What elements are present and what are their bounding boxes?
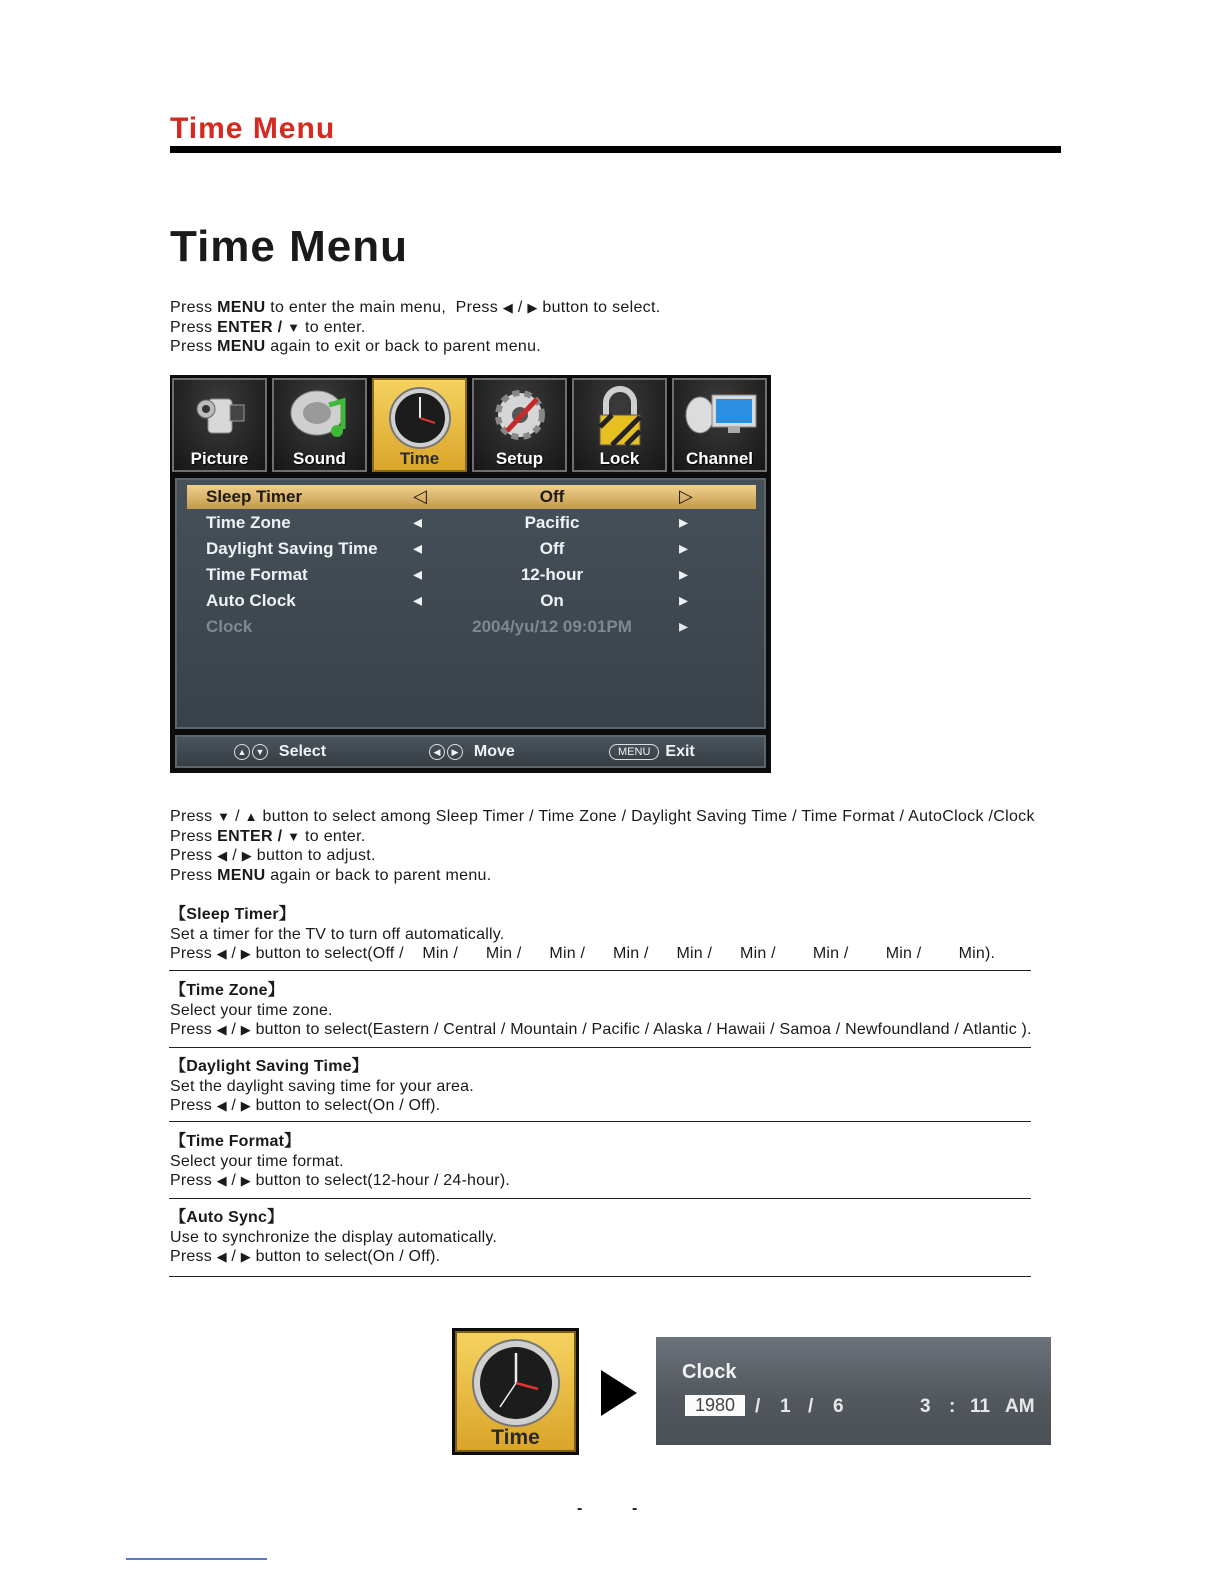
ampm-field[interactable]: AM [1005, 1396, 1035, 1417]
gear-wrench-icon [487, 385, 553, 447]
osd-settings-panel [175, 478, 766, 729]
left-triangle-icon: ◀ [216, 946, 227, 961]
nav-line-1: Press ▼ / ▲ button to select among Sleep Timer / Time Zone / Daylight Saving Time / Time Format / AutoClock /Clock [170, 808, 1035, 825]
navigation-instructions [170, 807, 1035, 885]
tab-time[interactable]: Time [372, 378, 467, 472]
osd-row-time-format[interactable]: Time Format ◂ 12-hour ▸ [206, 564, 689, 584]
time-menu-icon: Time [452, 1328, 579, 1455]
left-arrow-icon[interactable]: ◂ [413, 590, 423, 610]
right-triangle-icon: ▶ [240, 1173, 251, 1188]
month-field[interactable]: 1 [780, 1396, 791, 1417]
hint-move: ◀ ▶ Move [429, 743, 515, 761]
osd-row-clock: Clock 2004/yu/12 09:01PM ▸ [206, 616, 689, 636]
nav-line-3: Press ◀ / ▶ button to adjust. [170, 847, 376, 864]
left-triangle-icon: ◀ [217, 848, 228, 863]
footer-blue-line [126, 1558, 267, 1560]
up-triangle-icon: ▲ [244, 809, 258, 824]
clock-setting-screen: Clock 1980 / 1 / 6 3 : 11 AM [656, 1337, 1051, 1445]
osd-row-sleep-timer[interactable]: Sleep Timer ◁ Off ▷ [187, 485, 756, 509]
play-arrow-icon [601, 1370, 637, 1416]
section-time-zone: 【Time Zone】 Select your time zone. Press ◀ / ▶ button to select(Eastern / Central / Mountain / Pacific / Alaska / Hawaii / Samoa / Newfoundland / Atlantic ). [170, 982, 1032, 1038]
section-daylight-saving-time: 【Daylight Saving Time】 Set the daylight saving time for your area. Press ◀ / ▶ button to select(On / Off). [170, 1058, 474, 1114]
tv-osd-time-menu [170, 375, 771, 773]
down-circle-icon: ▼ [252, 744, 268, 760]
clock-icon [470, 1337, 562, 1429]
right-arrow-icon[interactable]: ▸ [679, 616, 689, 636]
year-field[interactable]: 1980 [685, 1395, 745, 1416]
section-divider [169, 1121, 1031, 1122]
right-triangle-icon: ▶ [527, 300, 538, 315]
down-triangle-icon: ▼ [287, 319, 301, 335]
left-triangle-icon: ◀ [216, 1098, 227, 1113]
section-divider [169, 1276, 1031, 1277]
section-divider [169, 1047, 1031, 1048]
left-arrow-icon[interactable]: ◁ [413, 486, 427, 506]
section-header-title: Time Menu [170, 112, 336, 145]
page-number-left: - [577, 1500, 583, 1517]
tab-lock[interactable]: Lock [572, 378, 667, 472]
tab-picture[interactable]: Picture [172, 378, 267, 472]
hint-select: ▲ ▼ Select [234, 743, 326, 761]
right-triangle-icon: ▶ [240, 1022, 251, 1037]
right-circle-icon: ▶ [447, 744, 463, 760]
header-rule [170, 146, 1061, 153]
tab-sound[interactable]: Sound [272, 378, 367, 472]
intro-line-3: Press MENU again to exit or back to parent menu. [170, 338, 542, 355]
right-arrow-icon[interactable]: ▸ [679, 512, 689, 532]
speaker-note-icon [285, 385, 355, 447]
page-title: Time Menu [170, 222, 409, 271]
left-arrow-icon[interactable]: ◂ [413, 512, 423, 532]
left-triangle-icon: ◀ [216, 1249, 227, 1264]
left-circle-icon: ◀ [429, 744, 445, 760]
osd-row-time-zone[interactable]: Time Zone ◂ Pacific ▸ [206, 512, 689, 532]
down-triangle-icon: ▼ [287, 828, 301, 844]
page-number-right: - [632, 1500, 638, 1517]
right-triangle-icon: ▶ [240, 1249, 251, 1264]
section-time-format: 【Time Format】 Select your time format. Press ◀ / ▶ button to select(12-hour / 24-hour). [170, 1133, 511, 1189]
osd-footer-hints [175, 735, 766, 768]
hour-field[interactable]: 3 [920, 1396, 931, 1417]
padlock-icon [590, 385, 650, 451]
tab-setup[interactable]: Setup [472, 378, 567, 472]
left-triangle-icon: ◀ [216, 1173, 227, 1188]
left-arrow-icon[interactable]: ◂ [413, 538, 423, 558]
left-arrow-icon[interactable]: ◂ [413, 564, 423, 584]
section-sleep-timer: 【Sleep Timer】 Set a timer for the TV to turn off automatically. Press ◀ / ▶ button to select(Off / Min / Min / Min / Min / Min / Min / Min / Min / Min). [170, 906, 996, 962]
menu-key-icon: MENU [609, 744, 659, 760]
satellite-monitor-icon [680, 385, 760, 447]
minute-field[interactable]: 11 [970, 1396, 991, 1417]
camcorder-icon [190, 385, 250, 447]
osd-row-daylight-saving-time[interactable]: Daylight Saving Time ◂ Off ▸ [206, 538, 689, 558]
tab-channel[interactable]: Channel [672, 378, 767, 472]
right-triangle-icon: ▶ [240, 946, 251, 961]
hint-exit: MENU Exit [609, 743, 695, 761]
section-divider [169, 1198, 1031, 1199]
nav-line-2: Press ENTER / ▼ to enter. [170, 827, 366, 845]
osd-tab-bar [172, 378, 769, 475]
nav-line-4: Press MENU again or back to parent menu. [170, 866, 492, 884]
left-triangle-icon: ◀ [502, 300, 514, 315]
section-divider [169, 970, 1031, 971]
right-arrow-icon[interactable]: ▸ [679, 590, 689, 610]
section-auto-sync: 【Auto Sync】 Use to synchronize the display automatically. Press ◀ / ▶ button to select(On / Off). [170, 1209, 498, 1265]
right-arrow-icon[interactable]: ▸ [679, 564, 689, 584]
intro-line-2: Press ENTER / ▼ to enter. [170, 318, 366, 336]
intro-instructions [170, 298, 660, 357]
osd-row-auto-clock[interactable]: Auto Clock ◂ On ▸ [206, 590, 689, 610]
left-triangle-icon: ◀ [216, 1022, 227, 1037]
right-arrow-icon[interactable]: ▷ [679, 486, 693, 506]
up-circle-icon: ▲ [234, 744, 250, 760]
intro-line-1: Press MENU to enter the main menu, Press ◀ / ▶ button to select. [170, 299, 661, 316]
clock-icon [387, 385, 453, 451]
right-arrow-icon[interactable]: ▸ [679, 538, 689, 558]
down-triangle-icon: ▼ [217, 809, 231, 824]
right-triangle-icon: ▶ [241, 848, 253, 863]
day-field[interactable]: 6 [833, 1396, 844, 1417]
right-triangle-icon: ▶ [240, 1098, 251, 1113]
